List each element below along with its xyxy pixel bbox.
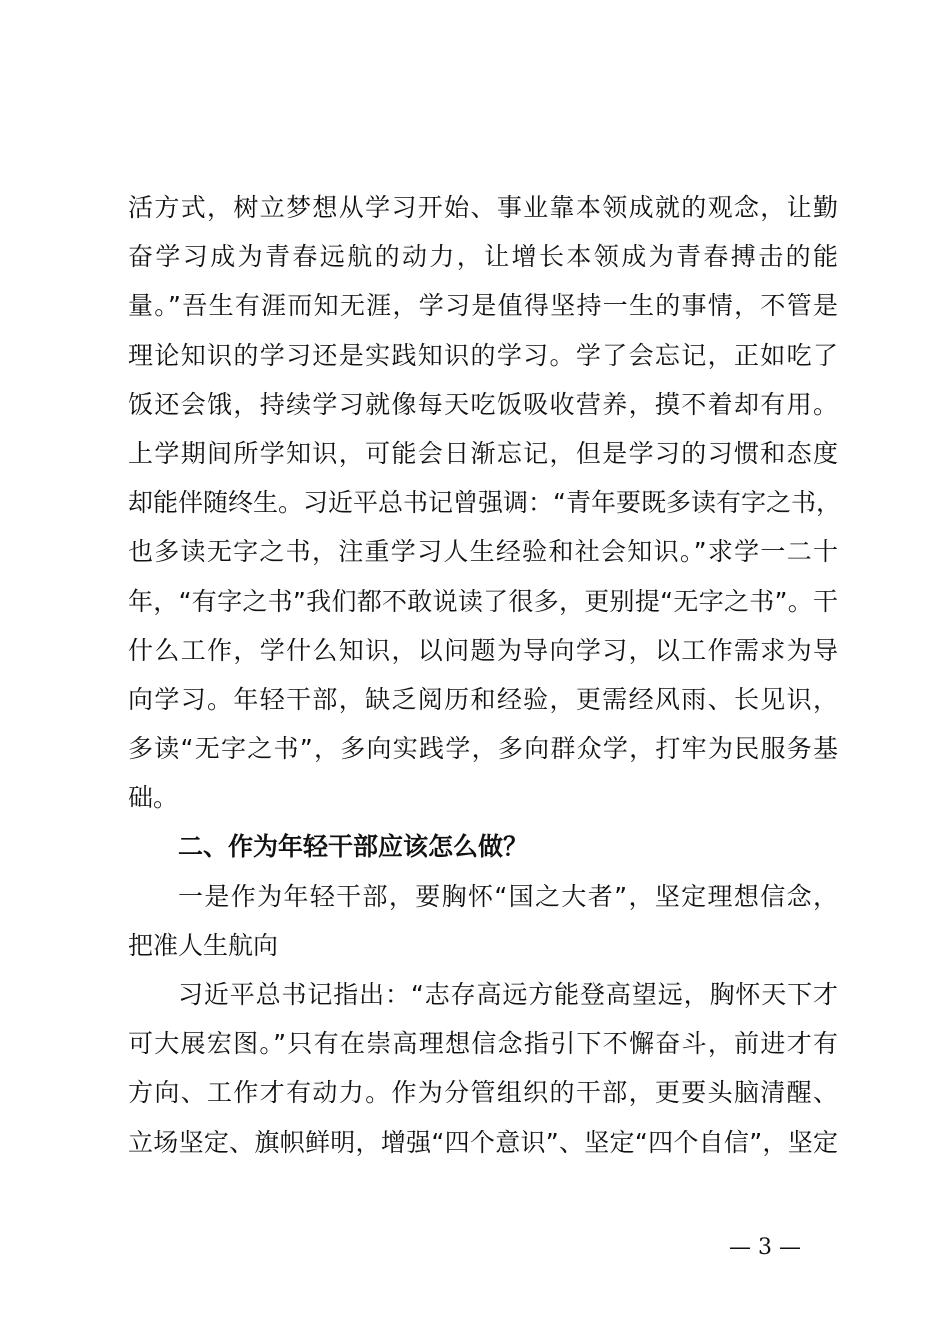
text-line: 也多读无字之书，注重学习人生经验和社会知识。”求学一二十 <box>128 537 838 567</box>
text-line: 向学习。年轻干部，缺乏阅历和经验，更需经风雨、长见识， <box>128 684 838 714</box>
subheading-line: 一是作为年轻干部，要胸怀“国之大者”，坚定理想信念， <box>178 881 838 911</box>
text-line: 饭还会饿，持续学习就像每天吃饭吸收营养，摸不着却有用。 <box>128 389 838 419</box>
subheading-line: 把准人生航向 <box>128 930 279 960</box>
page-number: — 3 — <box>729 1235 801 1260</box>
text-line: 奋学习成为青春远航的动力，让增长本领成为青春搏击的能 <box>128 242 838 272</box>
body-text <box>128 183 841 1167</box>
text-line: 量。”吾生有涯而知无涯，学习是值得坚持一生的事情，不管是 <box>128 291 838 321</box>
text-line: 活方式，树立梦想从学习开始、事业靠本领成就的观念，让勤 <box>128 193 838 222</box>
text-line: 立场坚定、旗帜鲜明，增强“四个意识”、坚定“四个自信”，坚定 <box>128 1127 838 1157</box>
text-line: 多读“无字之书”，多向实践学，多向群众学，打牢为民服务基 <box>128 734 838 764</box>
text-line: 什么工作，学什么知识，以问题为导向学习，以工作需求为导 <box>128 635 838 665</box>
text-line: 方向、工作才有动力。作为分管组织的干部，更要头脑清醒、 <box>128 1078 838 1108</box>
text-line: 上学期间所学知识，可能会日渐忘记，但是学习的习惯和态度 <box>128 438 838 468</box>
section-heading: 二、作为年轻干部应该怎么做？ <box>178 832 529 862</box>
text-line: 理论知识的学习还是实践知识的学习。学了会忘记，正如吃了 <box>128 340 838 370</box>
text-line: 年，“有字之书”我们都不敢说读了很多，更别提“无字之书”。干 <box>128 586 838 616</box>
text-line: 习近平总书记指出：“志存高远方能登高望远，胸怀天下才 <box>178 980 838 1009</box>
text-line: 可大展宏图。”只有在崇高理想信念指引下不懈奋斗，前进才有 <box>128 1029 838 1059</box>
text-line: 础。 <box>128 783 179 813</box>
text-line: 却能伴随终生。习近平总书记曾强调：“青年要既多读有字之书， <box>128 488 841 518</box>
